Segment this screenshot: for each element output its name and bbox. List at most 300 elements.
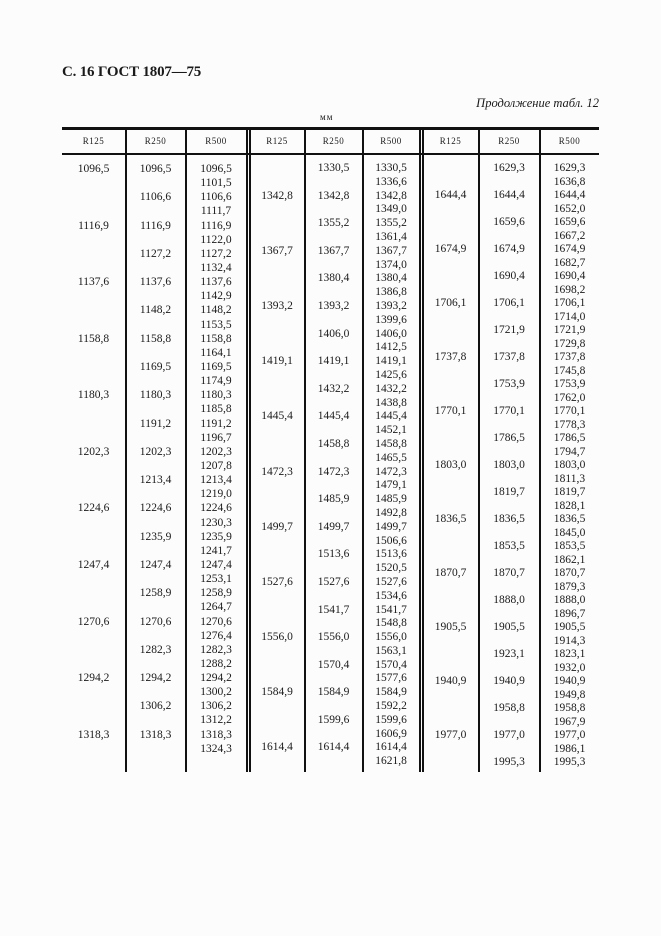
table-continuation-caption: Продолжение табл. 12 bbox=[476, 96, 599, 110]
table-cell: 1367,7 bbox=[317, 244, 350, 257]
table-cell: 1106,6 bbox=[200, 191, 232, 204]
table-cell bbox=[62, 685, 125, 699]
table-cell bbox=[126, 629, 185, 643]
table-cell bbox=[250, 383, 304, 397]
table-cell bbox=[423, 284, 478, 298]
table-cell: 1224,6 bbox=[139, 502, 172, 515]
table-cell: 1499,7 bbox=[261, 520, 293, 533]
page-header: С. 16 ГОСТ 1807—75 bbox=[62, 64, 202, 80]
header-r250: R250 bbox=[144, 136, 167, 146]
table-cell bbox=[479, 176, 539, 190]
table-cell: 1570,4 bbox=[317, 658, 350, 671]
table-cell: 1811,3 bbox=[553, 472, 586, 485]
table-cell bbox=[126, 176, 185, 190]
table-cell bbox=[479, 338, 539, 352]
table-cell bbox=[62, 713, 125, 727]
table-cell: 1330,5 bbox=[375, 162, 407, 174]
table-cell: 1556,0 bbox=[375, 631, 407, 644]
table-cell bbox=[62, 318, 125, 332]
table-cell: 1096,5 bbox=[200, 163, 232, 175]
table-cell bbox=[126, 487, 185, 501]
column-g3-r500 bbox=[540, 162, 599, 770]
table-cell bbox=[126, 204, 185, 218]
table-cell: 1803,0 bbox=[493, 459, 525, 471]
table-cell: 1282,3 bbox=[139, 643, 172, 656]
table-cell bbox=[62, 431, 125, 445]
table-cell: 1667,2 bbox=[553, 229, 586, 242]
table-cell bbox=[305, 645, 362, 659]
table-cell: 1870,7 bbox=[493, 567, 525, 579]
table-cell bbox=[305, 535, 362, 549]
table-cell: 1294,2 bbox=[77, 672, 110, 685]
table-cell bbox=[250, 272, 304, 286]
table-cell: 1629,3 bbox=[493, 162, 525, 174]
table-cell: 1169,5 bbox=[139, 360, 172, 373]
table-cell: 1584,9 bbox=[317, 686, 350, 699]
table-cell: 1393,2 bbox=[317, 299, 350, 312]
table-cell: 1270,6 bbox=[77, 615, 110, 628]
table-cell bbox=[423, 176, 478, 190]
table-cell bbox=[479, 203, 539, 217]
table-cell: 1995,3 bbox=[493, 756, 525, 768]
table-cell bbox=[62, 459, 125, 473]
table-cell bbox=[62, 261, 125, 275]
table-cell: 1116,9 bbox=[78, 219, 109, 232]
table-cell bbox=[250, 714, 304, 728]
table-cell bbox=[479, 662, 539, 676]
table-cell bbox=[423, 216, 478, 230]
header-r500: R500 bbox=[380, 136, 402, 146]
table-cell: 1853,5 bbox=[553, 540, 586, 552]
table-cell: 1148,2 bbox=[139, 304, 172, 317]
table-cell bbox=[305, 341, 362, 355]
table-cell: 1306,2 bbox=[200, 700, 232, 713]
column-g2-r125 bbox=[250, 162, 304, 769]
table-cell: 1499,7 bbox=[317, 520, 350, 533]
table-cell bbox=[479, 527, 539, 541]
table-cell bbox=[423, 311, 478, 325]
table-cell bbox=[62, 600, 125, 614]
table-cell bbox=[423, 324, 478, 338]
table-cell: 1706,1 bbox=[493, 297, 525, 309]
table-cell: 1445,4 bbox=[375, 410, 407, 423]
table-cell: 1164,1 bbox=[200, 346, 232, 359]
table-cell bbox=[250, 548, 304, 562]
table-cell bbox=[250, 755, 304, 769]
table-cell: 1282,3 bbox=[200, 643, 232, 656]
table-cell: 1270,6 bbox=[200, 615, 232, 628]
table-cell bbox=[423, 635, 478, 649]
table-cell bbox=[423, 581, 478, 595]
table-cell: 1472,3 bbox=[317, 465, 350, 478]
table-cell: 1967,9 bbox=[553, 715, 586, 728]
table-cell: 1714,0 bbox=[553, 310, 586, 323]
table-cell: 1132,4 bbox=[200, 261, 232, 274]
table-cell bbox=[423, 527, 478, 541]
table-cell bbox=[305, 728, 362, 742]
table-cell: 1986,1 bbox=[553, 742, 586, 755]
table-cell: 1253,1 bbox=[200, 573, 232, 586]
table-cell: 1472,3 bbox=[261, 465, 293, 478]
table-cell: 1137,6 bbox=[139, 276, 172, 289]
table-cell: 1096,5 bbox=[139, 163, 172, 175]
table-cell: 1644,4 bbox=[493, 189, 525, 201]
table-cell bbox=[423, 689, 478, 703]
table-cell bbox=[479, 257, 539, 271]
table-cell: 1506,6 bbox=[375, 534, 407, 547]
table-cell: 1778,3 bbox=[553, 418, 586, 431]
table-cell bbox=[423, 716, 478, 730]
table-cell: 1914,3 bbox=[553, 634, 586, 647]
units-label: мм bbox=[320, 112, 334, 122]
table-cell: 1306,2 bbox=[139, 700, 172, 713]
table-cell: 1644,4 bbox=[434, 189, 467, 201]
table-cell: 1224,6 bbox=[200, 502, 232, 515]
table-cell: 1845,0 bbox=[553, 526, 586, 539]
table-cell bbox=[479, 446, 539, 460]
table-cell: 1318,3 bbox=[200, 728, 232, 741]
table-cell bbox=[423, 554, 478, 568]
table-cell bbox=[126, 346, 185, 360]
table-cell bbox=[62, 487, 125, 501]
table-cell bbox=[62, 544, 125, 558]
table-cell bbox=[250, 231, 304, 245]
table-cell bbox=[62, 572, 125, 586]
table-cell bbox=[479, 716, 539, 730]
table-cell bbox=[250, 728, 304, 742]
table-cell bbox=[305, 590, 362, 604]
table-cell bbox=[423, 756, 478, 770]
table-cell: 1828,1 bbox=[553, 499, 586, 512]
table-cell: 1101,5 bbox=[200, 177, 232, 190]
table-cell: 1438,8 bbox=[375, 396, 407, 409]
table-cell: 1770,1 bbox=[493, 405, 525, 417]
table-cell bbox=[250, 259, 304, 273]
table-cell bbox=[305, 259, 362, 273]
table-cell bbox=[423, 270, 478, 284]
table-cell: 1905,5 bbox=[434, 621, 467, 633]
table-cell: 1180,3 bbox=[200, 389, 232, 402]
table-cell bbox=[423, 392, 478, 406]
table-cell: 1202,3 bbox=[200, 445, 232, 458]
table-cell: 1412,5 bbox=[375, 341, 407, 354]
table-cell: 1185,8 bbox=[200, 403, 232, 416]
table-cell bbox=[305, 314, 362, 328]
table-cell: 1674,9 bbox=[553, 243, 586, 255]
table-cell bbox=[126, 600, 185, 614]
table-cell bbox=[62, 190, 125, 204]
table-cell bbox=[250, 659, 304, 673]
table-cell bbox=[305, 700, 362, 714]
table-cell bbox=[479, 392, 539, 406]
table-cell: 1556,0 bbox=[261, 631, 293, 644]
table-cell: 1472,3 bbox=[375, 465, 407, 478]
table-cell: 1419,1 bbox=[375, 355, 407, 368]
table-cell: 1584,9 bbox=[375, 686, 407, 699]
table-cell: 1629,3 bbox=[553, 162, 586, 174]
column-g2-r250 bbox=[305, 162, 362, 769]
table-cell: 1614,4 bbox=[375, 741, 407, 754]
table-cell bbox=[250, 286, 304, 300]
table-cell: 1318,3 bbox=[77, 728, 110, 741]
table-cell bbox=[479, 635, 539, 649]
table-cell: 1445,4 bbox=[317, 410, 350, 423]
table-cell: 1342,8 bbox=[317, 189, 350, 202]
table-cell bbox=[479, 311, 539, 325]
table-cell: 1116,9 bbox=[140, 219, 171, 232]
table-cell bbox=[305, 617, 362, 631]
table-cell bbox=[62, 176, 125, 190]
table-cell: 1399,6 bbox=[375, 313, 407, 326]
header-r250: R250 bbox=[322, 136, 345, 146]
table-cell: 1803,0 bbox=[434, 459, 467, 471]
table-cell: 1541,7 bbox=[375, 603, 407, 616]
table-cell: 1355,2 bbox=[375, 217, 407, 230]
table-cell: 1896,7 bbox=[553, 607, 586, 620]
table-cell bbox=[250, 176, 304, 190]
table-cell: 1652,0 bbox=[553, 202, 586, 215]
table-cell: 1288,2 bbox=[200, 657, 232, 670]
table-cell: 1949,8 bbox=[553, 688, 586, 701]
table-cell bbox=[126, 233, 185, 247]
table-cell: 1729,8 bbox=[553, 337, 586, 350]
table-cell: 1823,1 bbox=[553, 648, 586, 660]
table-cell: 1940,9 bbox=[493, 675, 525, 687]
table-cell: 1158,8 bbox=[77, 332, 110, 345]
table-cell: 1621,8 bbox=[375, 755, 407, 768]
table-cell: 1513,6 bbox=[317, 548, 350, 561]
table-cell: 1169,5 bbox=[200, 360, 232, 373]
table-cell bbox=[305, 286, 362, 300]
table-cell bbox=[250, 217, 304, 231]
table-cell: 1445,4 bbox=[261, 410, 293, 423]
table-cell: 1191,2 bbox=[200, 417, 232, 430]
table-cell: 1614,4 bbox=[261, 741, 293, 754]
table-cell bbox=[126, 318, 185, 332]
table-cell: 1380,4 bbox=[375, 272, 407, 285]
table-cell: 1995,3 bbox=[553, 756, 586, 768]
table-cell: 1213,4 bbox=[139, 474, 172, 487]
table-cell bbox=[423, 500, 478, 514]
table-cell bbox=[250, 604, 304, 618]
table-cell bbox=[126, 374, 185, 388]
table-cell: 1706,1 bbox=[434, 297, 467, 309]
table-cell bbox=[250, 452, 304, 466]
table-cell: 1406,0 bbox=[375, 327, 407, 340]
table-cell bbox=[479, 689, 539, 703]
table-cell bbox=[479, 554, 539, 568]
table-cell: 1520,5 bbox=[375, 562, 407, 575]
header-r250: R250 bbox=[498, 136, 520, 146]
table-header-rule bbox=[62, 153, 599, 155]
table-cell bbox=[423, 378, 478, 392]
table-cell: 1374,0 bbox=[375, 258, 407, 271]
table-cell: 1213,4 bbox=[200, 474, 232, 487]
table-cell: 1294,2 bbox=[200, 672, 232, 685]
table-cell: 1465,5 bbox=[375, 451, 407, 464]
table-cell bbox=[423, 257, 478, 271]
table-cell bbox=[305, 672, 362, 686]
table-cell: 1879,3 bbox=[553, 580, 586, 593]
table-cell bbox=[126, 544, 185, 558]
table-cell: 1690,4 bbox=[553, 270, 586, 282]
table-cell: 1977,0 bbox=[553, 729, 586, 741]
table-cell: 1819,7 bbox=[493, 486, 525, 498]
table-cell: 1106,6 bbox=[139, 191, 172, 204]
table-cell: 1324,3 bbox=[200, 742, 232, 755]
table-cell: 1674,9 bbox=[493, 243, 525, 255]
table-cell: 1870,7 bbox=[434, 567, 467, 579]
table-cell bbox=[305, 507, 362, 521]
table-cell bbox=[250, 507, 304, 521]
table-cell: 1513,6 bbox=[375, 548, 407, 561]
table-cell: 1888,0 bbox=[493, 594, 525, 606]
table-cell bbox=[423, 473, 478, 487]
table-cell: 1174,9 bbox=[200, 375, 232, 388]
table-cell: 1241,7 bbox=[200, 544, 232, 557]
table-cell: 1940,9 bbox=[553, 675, 586, 687]
table-cell: 1599,6 bbox=[317, 713, 350, 726]
table-cell: 1312,2 bbox=[200, 714, 232, 727]
table-cell: 1137,6 bbox=[200, 276, 232, 289]
table-cell bbox=[250, 672, 304, 686]
table-cell: 1706,1 bbox=[553, 297, 586, 309]
column-g3-r250 bbox=[479, 162, 539, 770]
table-cell: 1137,6 bbox=[77, 276, 110, 289]
table-cell bbox=[423, 540, 478, 554]
table-cell bbox=[250, 479, 304, 493]
table-cell: 1527,6 bbox=[375, 575, 407, 588]
table-cell: 1836,5 bbox=[553, 513, 586, 525]
table-cell: 1180,3 bbox=[139, 389, 172, 402]
table-cell: 1180,3 bbox=[77, 389, 110, 402]
table-cell bbox=[250, 700, 304, 714]
table-cell bbox=[126, 459, 185, 473]
table-cell: 1294,2 bbox=[139, 672, 172, 685]
table-cell: 1958,8 bbox=[493, 702, 525, 714]
table-cell: 1247,4 bbox=[200, 558, 232, 571]
table-cell: 1721,9 bbox=[553, 324, 586, 336]
table-cell: 1300,2 bbox=[200, 686, 232, 699]
table-cell: 1452,1 bbox=[375, 424, 407, 437]
table-cell bbox=[423, 608, 478, 622]
table-cell bbox=[62, 402, 125, 416]
table-cell bbox=[423, 365, 478, 379]
table-cell: 1158,8 bbox=[139, 332, 172, 345]
table-cell: 1659,6 bbox=[553, 216, 586, 228]
table-cell: 1122,0 bbox=[200, 233, 232, 246]
table-cell: 1770,1 bbox=[553, 405, 586, 417]
table-cell bbox=[62, 417, 125, 431]
table-cell bbox=[479, 608, 539, 622]
table-cell: 1393,2 bbox=[375, 299, 407, 312]
table-cell bbox=[62, 742, 125, 756]
table-cell bbox=[423, 203, 478, 217]
table-cell bbox=[62, 643, 125, 657]
table-cell: 1577,6 bbox=[375, 672, 407, 685]
table-cell: 1958,8 bbox=[553, 702, 586, 714]
table-cell: 1367,7 bbox=[261, 244, 293, 257]
group-divider bbox=[246, 127, 248, 772]
table-cell bbox=[250, 617, 304, 631]
table-cell: 1330,5 bbox=[317, 162, 350, 174]
table-cell: 1819,7 bbox=[553, 486, 586, 498]
table-cell bbox=[305, 397, 362, 411]
table-cell: 1336,6 bbox=[375, 175, 407, 188]
table-cell: 1541,7 bbox=[317, 603, 350, 616]
table-cell: 1888,0 bbox=[553, 594, 586, 606]
table-cell bbox=[126, 713, 185, 727]
header-r125: R125 bbox=[439, 136, 462, 146]
table-cell: 1406,0 bbox=[317, 327, 350, 340]
table-cell: 1527,6 bbox=[261, 575, 293, 588]
table-cell bbox=[62, 629, 125, 643]
table-cell bbox=[250, 328, 304, 342]
table-cell: 1753,9 bbox=[553, 378, 586, 390]
table-cell: 1432,2 bbox=[375, 382, 407, 395]
table-cell: 1458,8 bbox=[375, 437, 407, 450]
table-cell: 1836,5 bbox=[434, 513, 467, 525]
table-cell: 1737,8 bbox=[434, 351, 467, 363]
column-g1-r500 bbox=[186, 162, 246, 756]
table-cell: 1745,8 bbox=[553, 364, 586, 377]
table-cell: 1116,9 bbox=[200, 219, 232, 232]
table-cell: 1977,0 bbox=[493, 729, 525, 741]
dimension-series-table bbox=[62, 127, 599, 772]
header-r500: R500 bbox=[205, 136, 227, 146]
table-cell: 1207,8 bbox=[200, 459, 232, 472]
table-cell: 1479,1 bbox=[375, 479, 407, 492]
table-cell: 1361,4 bbox=[375, 230, 407, 243]
table-cell bbox=[62, 530, 125, 544]
table-cell bbox=[305, 369, 362, 383]
table-cell bbox=[62, 204, 125, 218]
table-cell bbox=[250, 562, 304, 576]
table-cell bbox=[62, 516, 125, 530]
table-cell bbox=[423, 743, 478, 757]
table-cell: 1196,7 bbox=[200, 431, 232, 444]
table-cell: 1191,2 bbox=[139, 417, 172, 430]
table-cell: 1636,8 bbox=[553, 175, 586, 188]
table-cell bbox=[423, 446, 478, 460]
table-cell bbox=[62, 374, 125, 388]
table-cell bbox=[62, 586, 125, 600]
table-cell: 1698,2 bbox=[553, 283, 586, 296]
table-cell bbox=[479, 581, 539, 595]
table-cell: 1142,9 bbox=[200, 290, 232, 303]
table-cell bbox=[250, 341, 304, 355]
table-cell: 1534,6 bbox=[375, 589, 407, 602]
table-cell: 1432,2 bbox=[317, 382, 350, 395]
table-cell bbox=[250, 590, 304, 604]
table-cell: 1235,9 bbox=[200, 530, 232, 543]
table-cell: 1127,2 bbox=[139, 247, 172, 260]
table-cell: 1614,4 bbox=[317, 741, 350, 754]
table-cell: 1393,2 bbox=[261, 299, 293, 312]
table-cell: 1674,9 bbox=[434, 243, 467, 255]
table-cell bbox=[62, 247, 125, 261]
table-cell: 1247,4 bbox=[139, 558, 172, 571]
table-cell: 1349,0 bbox=[375, 203, 407, 216]
table-cell: 1556,0 bbox=[317, 631, 350, 644]
table-cell: 1247,4 bbox=[77, 558, 110, 571]
table-cell bbox=[250, 645, 304, 659]
table-cell bbox=[479, 419, 539, 433]
table-cell: 1270,6 bbox=[139, 615, 172, 628]
table-cell bbox=[126, 289, 185, 303]
table-cell bbox=[126, 431, 185, 445]
column-g3-r125 bbox=[423, 162, 478, 770]
